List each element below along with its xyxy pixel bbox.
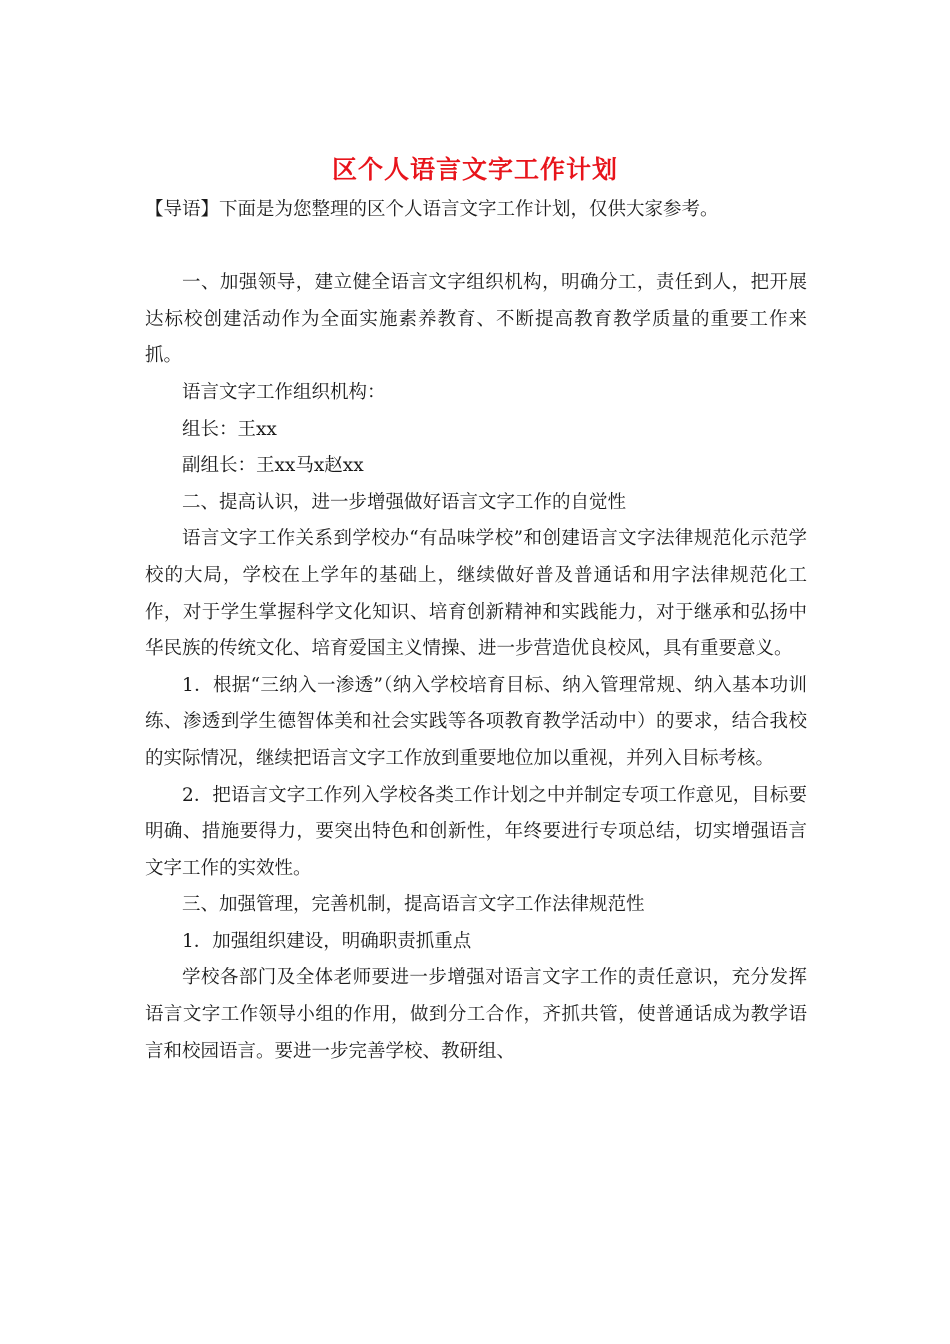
sub-item-one-paragraph: 学校各部门及全体老师要进一步增强对语言文字工作的责任意识，充分发挥语言文字工作领导小组的作用，做到分工合作，齐抓共管，使普通话成为教学语言和校园语言。要进一步完善学校、教研组、 <box>145 967 807 1062</box>
org-structure-heading: 语言文字工作组织机构： <box>182 381 386 403</box>
deputy-leader-line: 副组长：王xx马x赵xx <box>182 455 364 477</box>
document-title: 区个人语言文字工作计划 <box>331 155 618 184</box>
section-two-heading: 二、提高认识，进一步增强做好语言文字工作的自觉性 <box>182 491 627 513</box>
item-two-paragraph: 2．把语言文字工作列入学校各类工作计划之中并制定专项工作意见，目标要明确、措施要得力，要突出特色和创新性，年终要进行专项总结，切实增强语言文字工作的实效性。 <box>145 784 807 879</box>
document-body <box>145 192 807 1070</box>
section-one-paragraph: 一、加强领导，建立健全语言文字组织机构，明确分工，责任到人，把开展达标校创建活动作为全面实施素养教育、不断提高教育教学质量的重要工作来抓。 <box>145 272 807 367</box>
sub-item-one-heading: 1．加强组织建设，明确职责抓重点 <box>182 930 472 952</box>
intro-paragraph: 【导语】下面是为您整理的区个人语言文字工作计划，仅供大家参考。 <box>145 199 719 220</box>
section-two-paragraph: 语言文字工作关系到学校办“有品味学校”和创建语言文字法律规范化示范学校的大局，学校在上学年的基础上，继续做好普及普通话和用字法律规范化工作，对于学生掌握科学文化知识、培育创新精神和实践能力，对于继承和弘扬中华民族的传统文化、培育爱国主义情操、进一步营造优良校风，具有重要意义。 <box>145 528 807 660</box>
section-three-heading: 三、加强管理，完善机制，提高语言文字工作法律规范性 <box>182 894 645 916</box>
item-one-paragraph: 1．根据“三纳入一渗透”（纳入学校培育目标、纳入管理常规、纳入基本功训练、渗透到学生德智体美和社会实践等各项教育教学活动中）的要求，结合我校的实际情况，继续把语言文字工作放到重要地位加以重视，并列入目标考核。 <box>145 674 807 769</box>
group-leader-line: 组长：王xx <box>182 418 277 440</box>
